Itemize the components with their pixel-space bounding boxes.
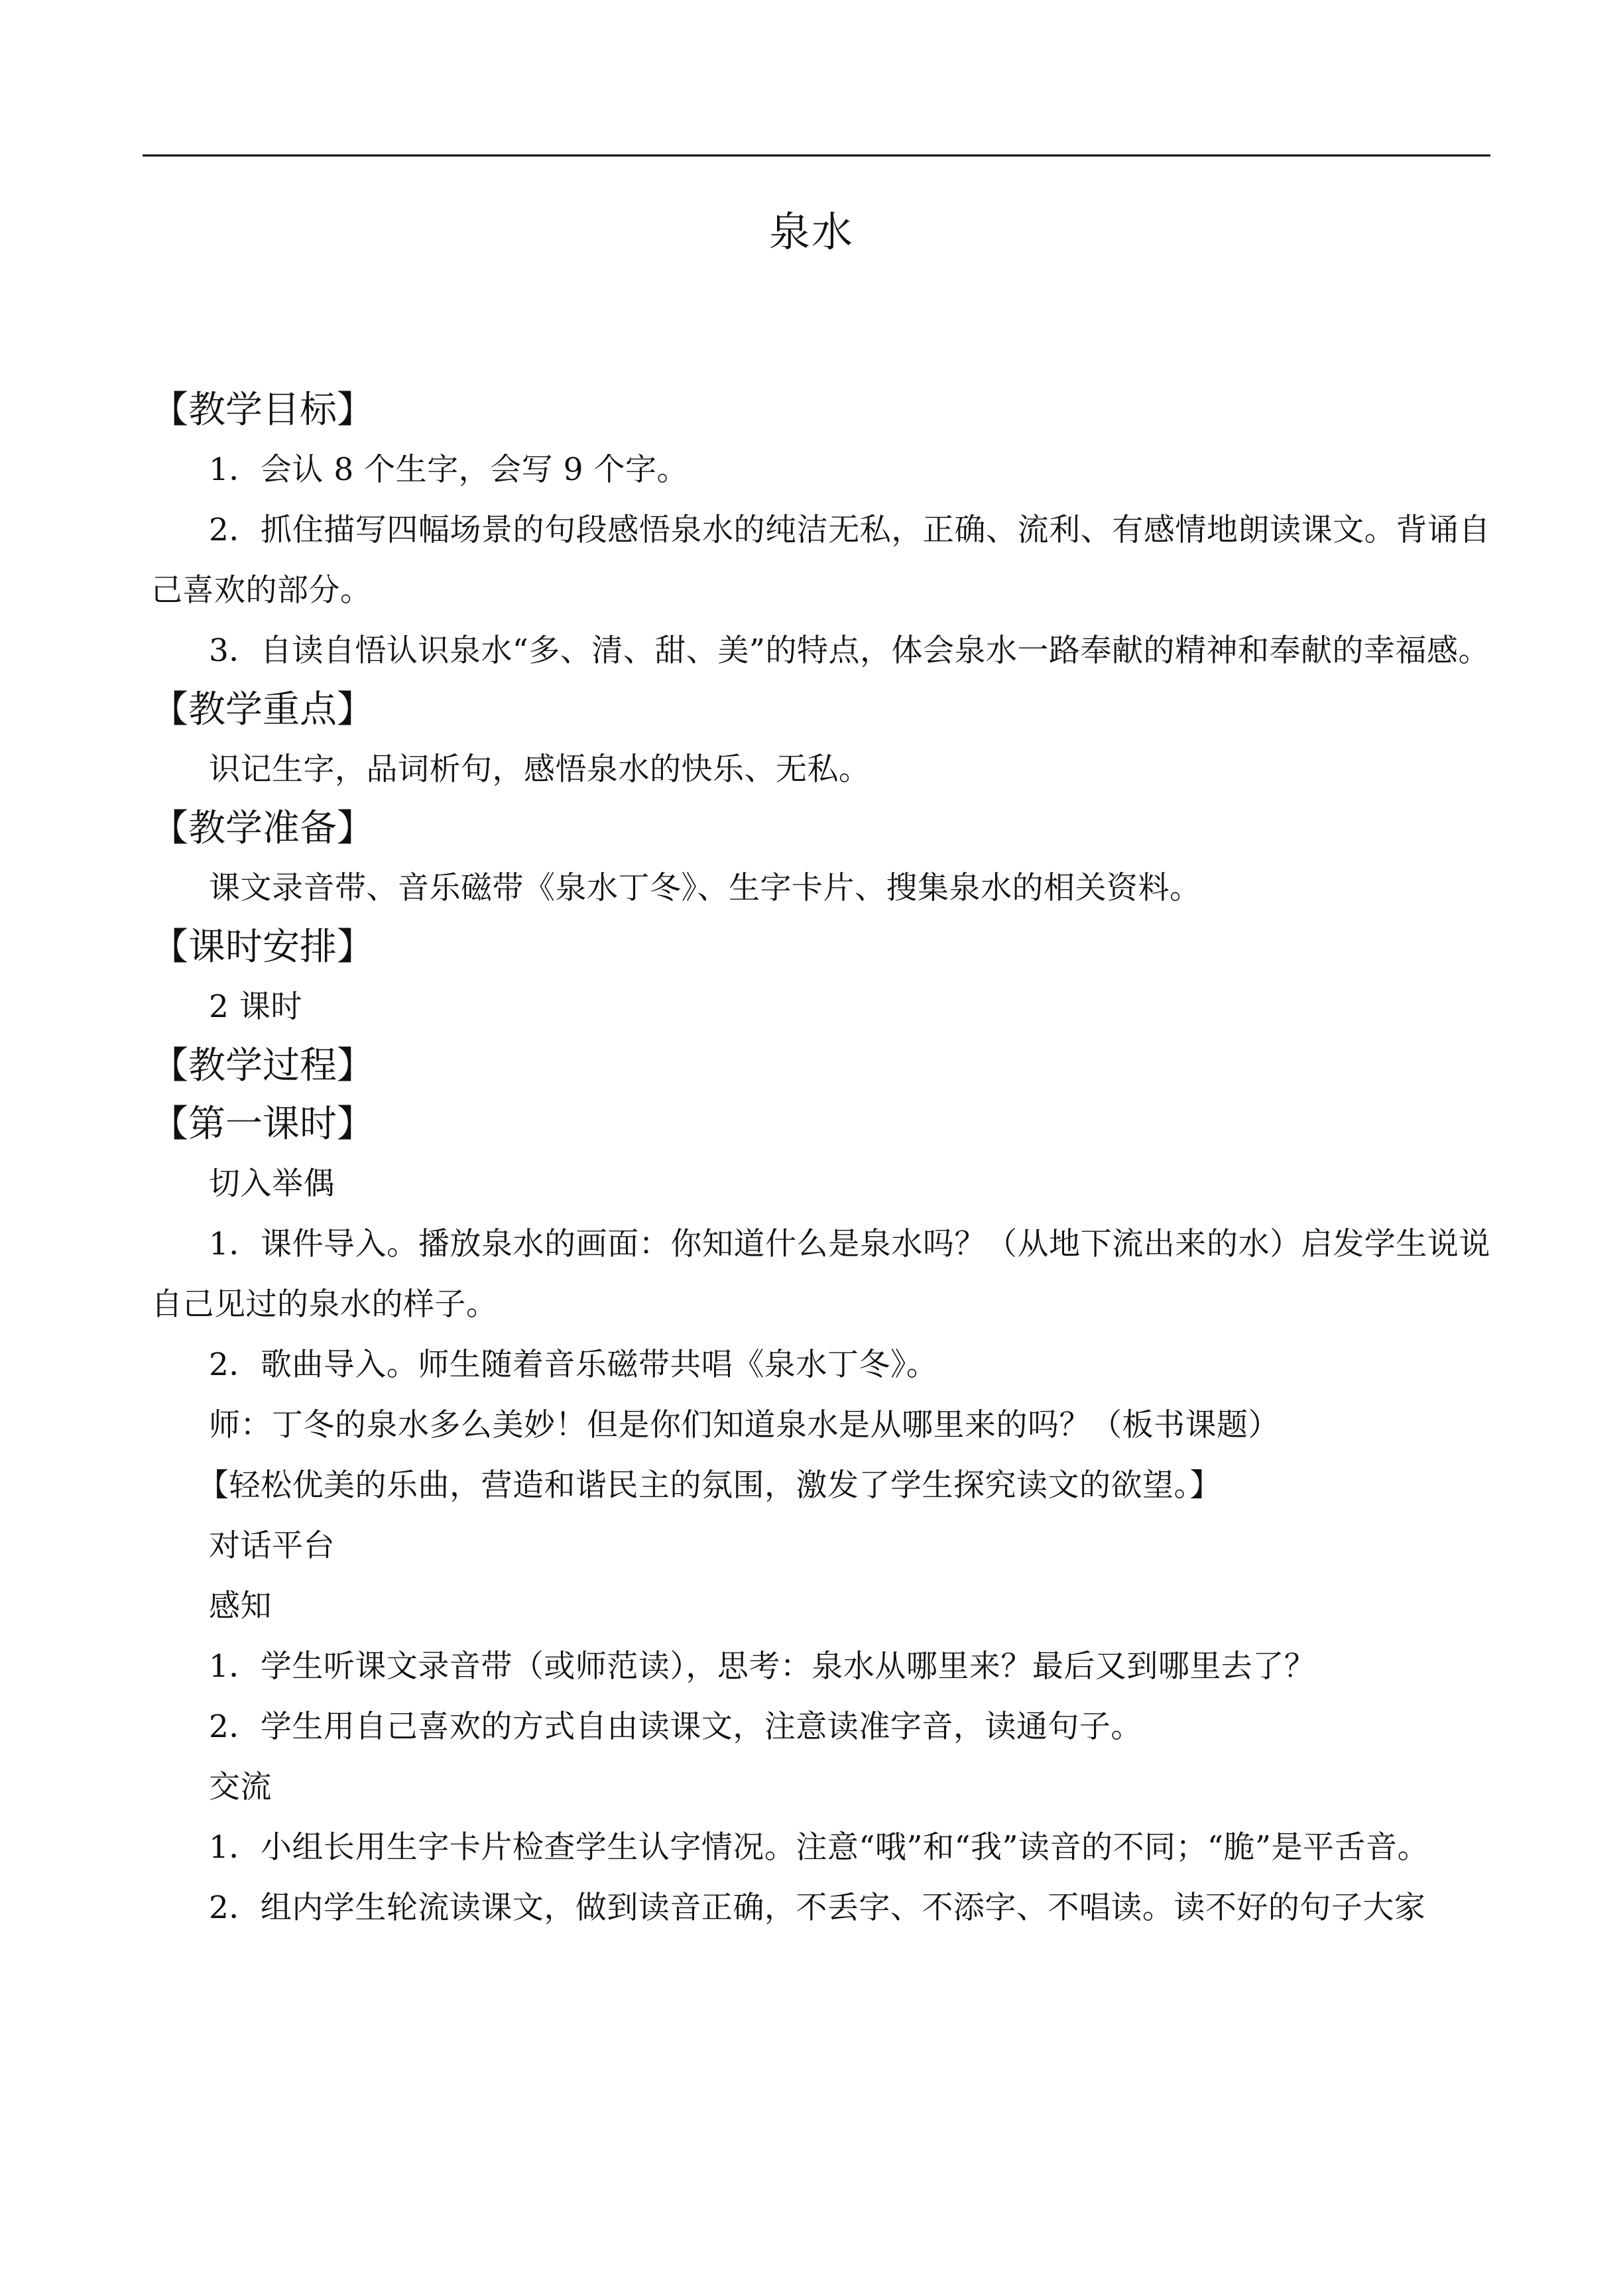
paragraph: 2．学生用自己喜欢的方式自由读课文，注意读准字音，读通句子。: [209, 1709, 1142, 1745]
paragraph: 课文录音带、音乐磁带《泉水丁冬》、生字卡片、搜集泉水的相关资料。: [209, 870, 1201, 906]
paragraph: 1．小组长用生字卡片检查学生认字情况。注意“哦”和“我”读音的不同；“脆”是平舌音。: [209, 1829, 1429, 1866]
paragraph: 1．课件导入。播放泉水的画面：你知道什么是泉水吗？（从地下流出来的水）启发学生说说自己见过的泉水的样子。: [151, 1226, 1490, 1323]
paragraph: 识记生字，品词析句，感悟泉水的快乐、无私。: [209, 751, 871, 788]
paragraph: 感知: [209, 1588, 272, 1624]
heading-first-lesson: 【第一课时】: [151, 1103, 374, 1146]
heading-process: 【教学过程】: [151, 1044, 374, 1087]
paragraph: 对话平台: [209, 1528, 335, 1564]
heading-preparation: 【教学准备】: [151, 807, 374, 850]
paragraph: 2．组内学生轮流读课文，做到读音正确，不丢字、不添字、不唱读。读不好的句子大家: [209, 1890, 1426, 1926]
page-title: 泉水: [768, 208, 854, 256]
document-body: [151, 381, 1490, 1938]
heading-teaching-goals: 【教学目标】: [151, 389, 374, 432]
paragraph: 1．会认 8 个生字，会写 9 个字。: [209, 452, 688, 488]
paragraph: 切入举偶: [209, 1166, 335, 1202]
header-rule: [143, 154, 1490, 156]
paragraph: 3．自读自悟认识泉水“多、清、甜、美”的特点，体会泉水一路奉献的精神和奉献的幸福感。: [209, 633, 1490, 669]
paragraph: 1．学生听课文录音带（或师范读），思考：泉水从哪里来？最后又到哪里去了？: [209, 1648, 1316, 1685]
annotation-note: 【轻松优美的乐曲，营造和谐民主的氛围，激发了学生探究读文的欲望。】: [198, 1467, 1221, 1504]
paragraph: 交流: [209, 1769, 272, 1805]
paragraph: 2．歌曲导入。师生随着音乐磁带共唱《泉水丁冬》。: [209, 1347, 938, 1383]
heading-schedule: 【课时安排】: [151, 926, 374, 969]
paragraph: 师：丁冬的泉水多么美妙！但是你们知道泉水是从哪里来的吗？（板书课题）: [209, 1407, 1280, 1443]
paragraph: 2．抓住描写四幅场景的句段感悟泉水的纯洁无私，正确、流利、有感情地朗读课文。背诵自己喜欢的部分。: [151, 512, 1490, 609]
paragraph: 2 课时: [209, 989, 302, 1025]
heading-key-points: 【教学重点】: [151, 688, 374, 731]
